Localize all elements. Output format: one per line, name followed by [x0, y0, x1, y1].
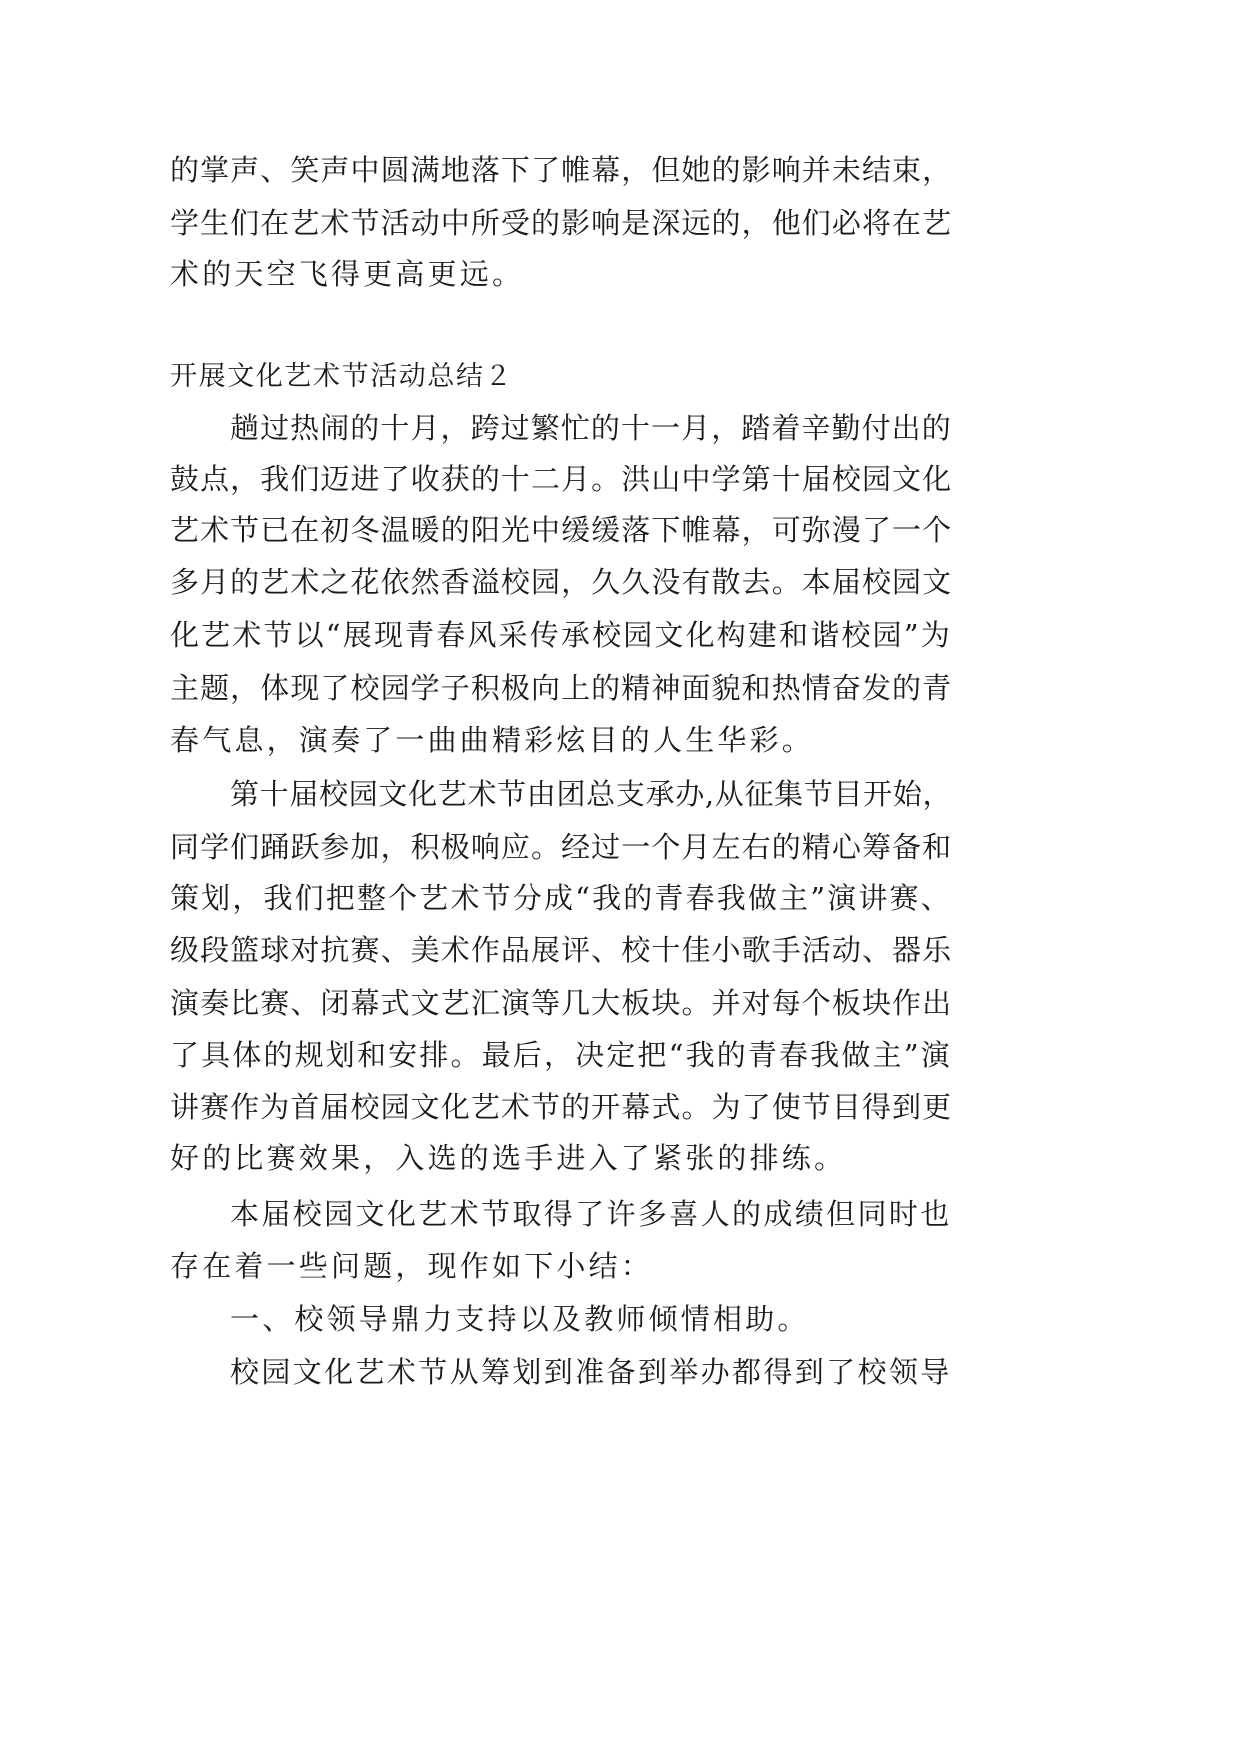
paragraph-line: 同学们踊跃参加，积极响应。经过一个月左右的精心筹备和: [170, 830, 953, 864]
paragraph-line: 学生们在艺术节活动中所受的影响是深远的，他们必将在艺: [170, 206, 953, 240]
paragraph-line: 第十届校园文化艺术节由团总支承办,从征集节目开始，: [230, 777, 953, 811]
list-heading: 一、校领导鼎力支持以及教师倾情相助。: [230, 1302, 810, 1336]
paragraph-line: 趟过热闹的十月，跨过繁忙的十一月，踏着辛勤付出的: [230, 411, 952, 445]
paragraph-line: 校园文化艺术节从筹划到准备到举办都得到了校领导: [230, 1355, 952, 1389]
paragraph-line: 级段篮球对抗赛、美术作品展评、校十佳小歌手活动、器乐: [170, 933, 953, 967]
paragraph-line: 春气息，演奏了一曲曲精彩炫目的人生华彩。: [170, 723, 815, 757]
paragraph-line: 了具体的规划和安排。最后，决定把“我的青春我做主”演: [170, 1038, 952, 1072]
paragraph-line: 好的比赛效果，入选的选手进入了紧张的排练。: [170, 1141, 847, 1175]
paragraph-line: 演奏比赛、闭幕式文艺汇演等几大板块。并对每个板块作出: [170, 986, 953, 1020]
paragraph-line: 本届校园文化艺术节取得了许多喜人的成绩但同时也: [230, 1197, 952, 1231]
paragraph-line: 主题，体现了校园学子积极向上的精神面貌和热情奋发的青: [170, 671, 953, 705]
paragraph-line: 存在着一些问题，现作如下小结：: [170, 1249, 654, 1283]
paragraph-line: 艺术节已在初冬温暖的阳光中缓缓落下帷幕，可弥漫了一个: [170, 513, 953, 547]
section-heading: 开展文化艺术节活动总结２: [170, 361, 514, 392]
paragraph-line: 的掌声、笑声中圆满地落下了帷幕，但她的影响并未结束，: [170, 153, 953, 187]
paragraph-line: 讲赛作为首届校园文化艺术节的开幕式。为了使节目得到更: [170, 1090, 953, 1124]
paragraph-line: 化艺术节以“展现青春风采传承校园文化构建和谐校园”为: [170, 618, 952, 652]
paragraph-line: 多月的艺术之花依然香溢校园，久久没有散去。本届校园文: [170, 565, 953, 599]
paragraph-line: 术的天空飞得更高更远。: [170, 257, 525, 291]
paragraph-line: 策划，我们把整个艺术节分成“我的青春我做主”演讲赛、: [170, 881, 952, 915]
paragraph-line: 鼓点，我们迈进了收获的十二月。洪山中学第十届校园文化: [170, 462, 953, 496]
